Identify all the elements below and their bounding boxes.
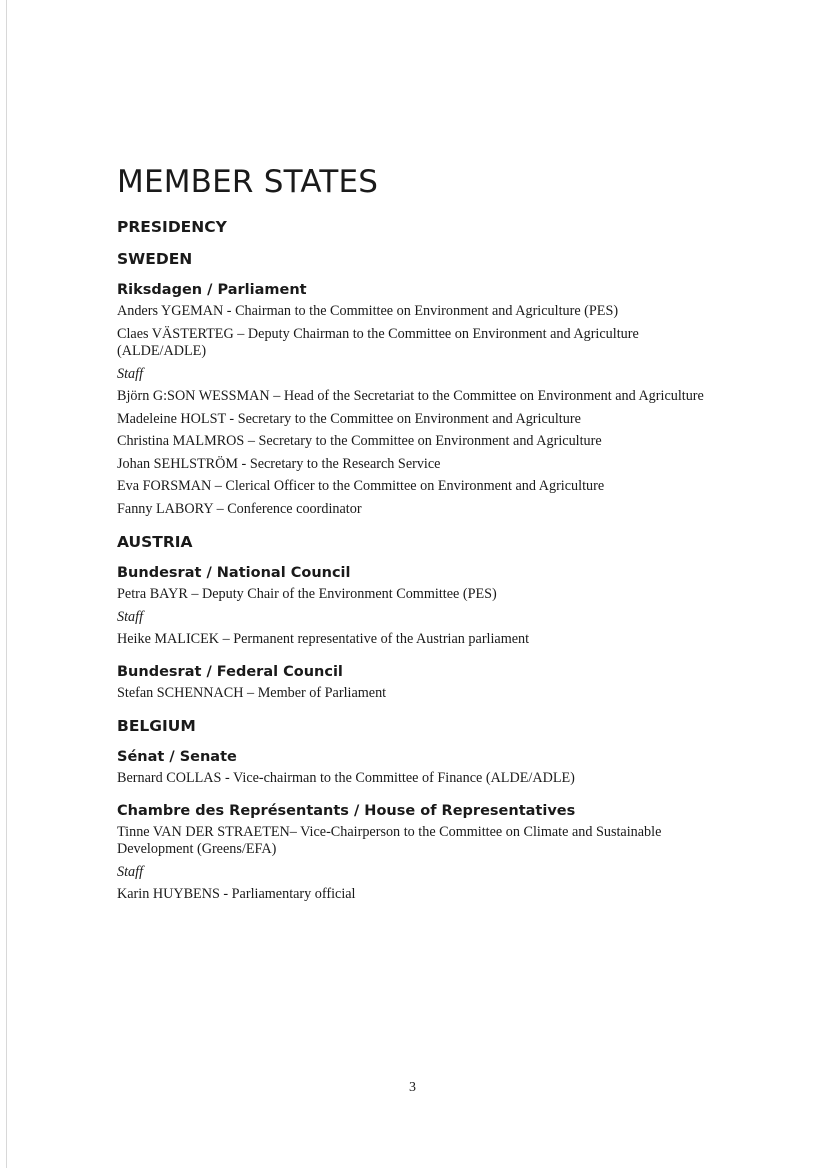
- member-entry: Stefan SCHENNACH – Member of Parliament: [117, 684, 387, 701]
- country-section-sweden: [117, 249, 717, 518]
- chamber-section: [117, 802, 717, 904]
- staff-entry: Madeleine HOLST - Secretary to the Committee on Environment and Agriculture: [117, 410, 581, 427]
- chamber-section: [117, 564, 717, 649]
- page-content: [117, 163, 717, 918]
- chamber-heading: Chambre des Représentants / House of Representatives: [117, 802, 576, 819]
- country-heading: BELGIUM: [117, 717, 196, 735]
- country-heading: AUSTRIA: [117, 533, 193, 551]
- staff-entry: Johan SEHLSTRÖM - Secretary to the Research Service: [117, 455, 441, 472]
- member-entry: Tinne VAN DER STRAETEN– Vice-Chairperson to the Committee on Climate and Sustainable Development (Greens/EFA): [117, 823, 662, 857]
- staff-entry: Heike MALICEK – Permanent representative of the Austrian parliament: [117, 631, 530, 647]
- page-title: MEMBER STATES: [117, 164, 379, 200]
- member-entry: Bernard COLLAS - Vice-chairman to the Committee of Finance (ALDE/ADLE): [117, 770, 575, 786]
- member-entry: Anders YGEMAN - Chairman to the Committee on Environment and Agriculture (PES): [117, 303, 619, 319]
- chamber-section: [117, 663, 717, 703]
- scan-edge-line: [6, 0, 7, 1168]
- country-section-austria: [117, 532, 717, 702]
- chamber-heading: Bundesrat / Federal Council: [117, 663, 343, 680]
- chamber-section: [117, 281, 717, 518]
- staff-label: Staff: [117, 863, 144, 880]
- country-heading: SWEDEN: [117, 250, 193, 268]
- country-list: [117, 249, 717, 904]
- chamber-heading: Riksdagen / Parliament: [117, 282, 307, 298]
- member-entry: Claes VÄSTERTEG – Deputy Chairman to the Committee on Environment and Agriculture (ALDE/ADLE): [117, 325, 639, 359]
- staff-entry: Eva FORSMAN – Clerical Officer to the Committee on Environment and Agriculture: [117, 478, 605, 494]
- presidency-heading: PRESIDENCY: [117, 218, 227, 236]
- staff-label: Staff: [117, 608, 144, 625]
- chamber-section: [117, 748, 717, 788]
- page-number: 3: [409, 1080, 416, 1095]
- chamber-heading: Bundesrat / National Council: [117, 565, 351, 581]
- staff-entry: Karin HUYBENS - Parliamentary official: [117, 886, 356, 902]
- chamber-heading: Sénat / Senate: [117, 749, 237, 765]
- staff-label: Staff: [117, 365, 144, 382]
- member-entry: Petra BAYR – Deputy Chair of the Environment Committee (PES): [117, 586, 497, 602]
- staff-entry: Björn G:SON WESSMAN – Head of the Secretariat to the Committee on Environment and Agriculture: [117, 388, 704, 404]
- country-section-belgium: [117, 716, 717, 904]
- staff-entry: Christina MALMROS – Secretary to the Committee on Environment and Agriculture: [117, 433, 602, 449]
- staff-entry: Fanny LABORY – Conference coordinator: [117, 500, 362, 517]
